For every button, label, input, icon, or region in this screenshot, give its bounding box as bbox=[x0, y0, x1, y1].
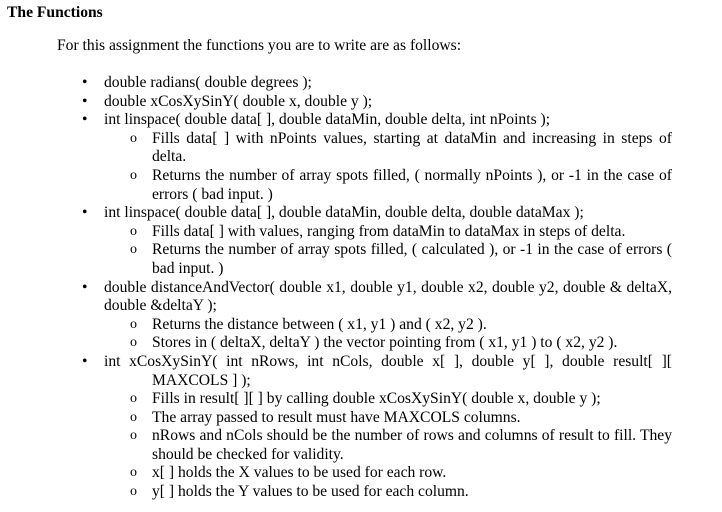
bullet-icon: • bbox=[82, 92, 88, 110]
intro-text: For this assignment the functions you are to write are as follows: bbox=[57, 37, 462, 54]
sub-item-text: Fills data[ ] with nPoints values, starting at dataMin and increasing in steps of delta. bbox=[152, 129, 672, 166]
sub-item bbox=[104, 223, 672, 242]
bullet-icon: • bbox=[82, 204, 88, 222]
item-text: int linspace( double data[ ], double dataMin, double delta, double dataMax ); bbox=[104, 204, 584, 222]
list-item bbox=[0, 111, 672, 204]
circle-bullet-icon: o bbox=[130, 465, 137, 481]
item-text: double distanceAndVector( double x1, double y1, double x2, double y2, double & deltaX, double &deltaY ); bbox=[104, 278, 672, 315]
sub-item bbox=[104, 241, 672, 278]
sub-item bbox=[104, 167, 672, 204]
circle-bullet-icon: o bbox=[130, 223, 137, 239]
sub-item-text: The array passed to result must have MAXCOLS columns. bbox=[152, 408, 521, 426]
circle-bullet-icon: o bbox=[130, 409, 137, 425]
bullet-icon: • bbox=[82, 278, 88, 296]
section-title: The Functions bbox=[7, 4, 103, 21]
circle-bullet-icon: o bbox=[130, 484, 137, 500]
sub-item bbox=[104, 334, 672, 353]
item-text: double xCosXySinY( double x, double y ); bbox=[104, 92, 373, 110]
circle-bullet-icon: o bbox=[130, 167, 137, 183]
list-item bbox=[0, 279, 672, 353]
bullet-icon: • bbox=[82, 74, 88, 91]
list-item bbox=[0, 93, 672, 112]
sub-item-text: Stores in ( deltaX, deltaY ) the vector pointing from ( x1, y1 ) to ( x2, y2 ). bbox=[152, 334, 618, 352]
sub-item bbox=[104, 409, 672, 428]
list-item bbox=[0, 74, 672, 93]
sub-item bbox=[104, 483, 672, 502]
circle-bullet-icon: o bbox=[130, 242, 137, 258]
sub-item bbox=[104, 130, 672, 167]
item-text: int xCosXySinY( int nRows, int nCols, double x[ ], double y[ ], double result[ ][ MAXCOLS ] ); bbox=[104, 352, 672, 389]
sub-item-text: y[ ] holds the Y values to be used for each column. bbox=[152, 483, 469, 501]
sub-item-text: Fills in result[ ][ ] by calling double xCosXySinY( double x, double y ); bbox=[152, 390, 601, 408]
sub-item bbox=[104, 464, 672, 483]
circle-bullet-icon: o bbox=[130, 335, 137, 351]
circle-bullet-icon: o bbox=[130, 391, 137, 407]
bullet-icon: • bbox=[82, 111, 88, 129]
circle-bullet-icon: o bbox=[130, 428, 137, 444]
sub-item-text: Returns the number of array spots filled, ( calculated ), or -1 in the case of errors ( bad input. ) bbox=[152, 241, 672, 277]
sub-item bbox=[104, 427, 672, 464]
list-item bbox=[0, 353, 672, 502]
bullet-icon: • bbox=[82, 352, 88, 370]
sub-item-text: x[ ] holds the X values to be used for each row. bbox=[152, 464, 447, 482]
sub-item-text: Returns the distance between ( x1, y1 ) and ( x2, y2 ). bbox=[152, 315, 487, 333]
circle-bullet-icon: o bbox=[130, 316, 137, 332]
item-text: int linspace( double data[ ], double dataMin, double delta, int nPoints ); bbox=[104, 111, 551, 129]
list-item bbox=[0, 204, 672, 278]
item-text: double radians( double degrees ); bbox=[104, 74, 312, 91]
sub-item-text: Returns the number of array spots filled, ( normally nPoints ), or -1 in the case of errors ( bad input. ) bbox=[152, 166, 672, 203]
sub-item bbox=[104, 390, 672, 409]
sub-item-text: Fills data[ ] with values, ranging from dataMin to dataMax in steps of delta. bbox=[152, 222, 626, 240]
sub-item-text: nRows and nCols should be the number of rows and columns of result to fill. They should be checked for validity. bbox=[152, 427, 672, 463]
function-list bbox=[0, 74, 672, 502]
circle-bullet-icon: o bbox=[130, 130, 137, 146]
sub-item bbox=[104, 316, 672, 335]
